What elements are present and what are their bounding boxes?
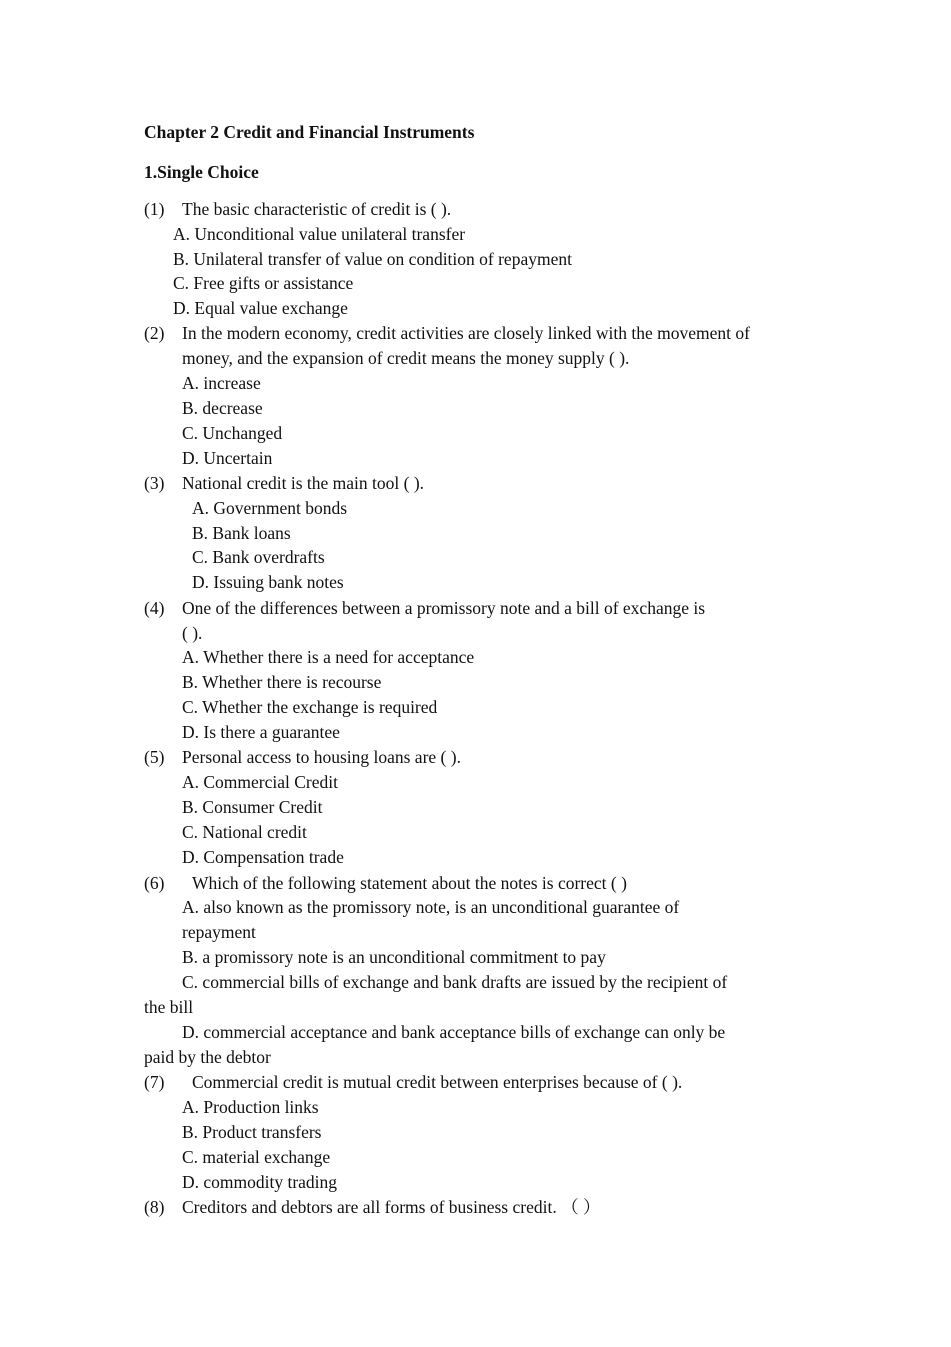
question-number: (3) — [144, 473, 165, 493]
option-d: D. Equal value exchange — [173, 298, 348, 318]
option-b: B. Consumer Credit — [182, 797, 323, 817]
question-stem: One of the differences between a promissory note and a bill of exchange is — [182, 598, 706, 618]
option-d: D. Is there a guarantee — [182, 722, 340, 742]
option-a: A. Government bonds — [192, 498, 348, 518]
option-c: C. National credit — [182, 822, 307, 842]
question-number: (2) — [144, 323, 165, 343]
option-c: C. Bank overdrafts — [192, 547, 325, 567]
option-b: B. Product transfers — [182, 1122, 322, 1142]
option-a: A. also known as the promissory note, is an unconditional guarantee of — [182, 897, 680, 917]
option-d: D. commercial acceptance and bank acceptance bills of exchange can only be — [182, 1022, 726, 1042]
option-a: A. Unconditional value unilateral transfer — [173, 224, 466, 244]
option-c: C. commercial bills of exchange and bank drafts are issued by the recipient of — [182, 972, 728, 992]
option-c: C. Whether the exchange is required — [182, 697, 438, 717]
question-number: (4) — [144, 598, 165, 618]
option-b: B. a promissory note is an unconditional commitment to pay — [182, 947, 606, 967]
option-a: A. Production links — [182, 1097, 319, 1117]
option-c: C. material exchange — [182, 1147, 331, 1167]
option-a: A. Commercial Credit — [182, 772, 339, 792]
question-number: (1) — [144, 199, 165, 219]
option-a-cont: repayment — [182, 922, 256, 942]
question-number: (6) — [144, 873, 165, 893]
option-a: A. increase — [182, 373, 261, 393]
option-b: B. Unilateral transfer of value on condition of repayment — [173, 249, 572, 269]
question-number: (5) — [144, 747, 165, 767]
question-stem: Commercial credit is mutual credit between enterprises because of ( ). — [192, 1072, 683, 1092]
question-stem: The basic characteristic of credit is ( ). — [182, 199, 452, 219]
option-d: D. Compensation trade — [182, 847, 344, 867]
chapter-title: Chapter 2 Credit and Financial Instruments — [144, 122, 475, 142]
question-stem-cont: money, and the expansion of credit means the money supply ( ). — [182, 348, 630, 368]
option-d: D. Issuing bank notes — [192, 572, 344, 592]
question-number: (8) — [144, 1197, 165, 1217]
question-stem-cont: ( ). — [182, 623, 203, 643]
option-d-cont: paid by the debtor — [144, 1047, 271, 1067]
option-d: D. commodity trading — [182, 1172, 338, 1192]
question-stem: National credit is the main tool ( ). — [182, 473, 425, 493]
section-title: 1.Single Choice — [144, 162, 259, 182]
option-b: B. Whether there is recourse — [182, 672, 382, 692]
question-stem: In the modern economy, credit activities are closely linked with the movement of — [182, 323, 750, 343]
option-a: A. Whether there is a need for acceptance — [182, 647, 475, 667]
option-d: D. Uncertain — [182, 448, 273, 468]
option-c: C. Unchanged — [182, 423, 283, 443]
question-stem: Creditors and debtors are all forms of business credit. （ ） — [182, 1197, 601, 1217]
question-stem: Which of the following statement about the notes is correct ( ) — [192, 873, 627, 893]
option-c: C. Free gifts or assistance — [173, 273, 354, 293]
option-b: B. decrease — [182, 398, 263, 418]
option-b: B. Bank loans — [192, 523, 291, 543]
question-stem: Personal access to housing loans are ( ). — [182, 747, 461, 767]
question-number: (7) — [144, 1072, 165, 1092]
option-c-cont: the bill — [144, 997, 194, 1017]
